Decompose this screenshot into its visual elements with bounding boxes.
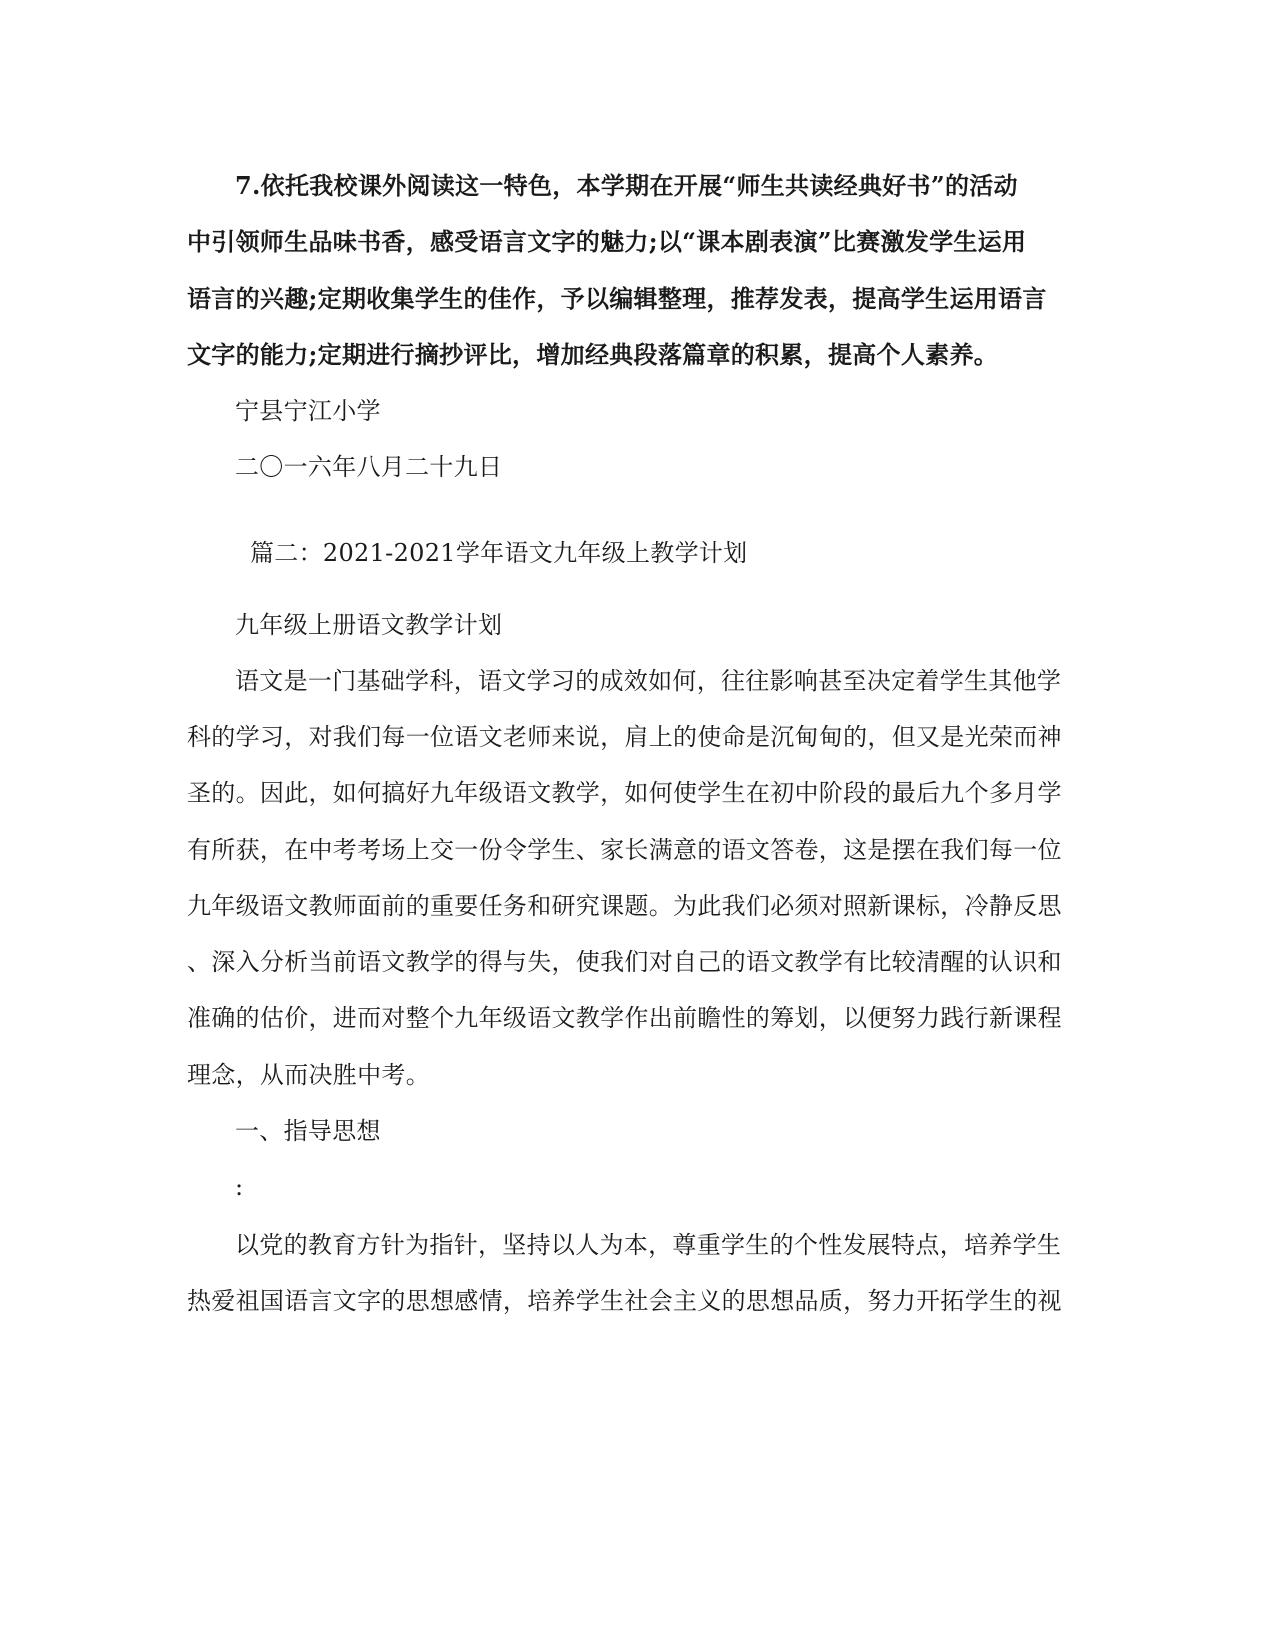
- guiding-line-2: 热爱祖国语言文字的思想感情，培养学生社会主义的思想品质，努力开拓学生的视: [187, 1287, 1062, 1315]
- intro-line-3: 圣的。因此，如何搞好九年级语文教学，如何使学生在初中阶段的最后九个多月学: [187, 779, 1062, 807]
- heading-guiding-thought: 一、指导思想: [235, 1117, 381, 1145]
- intro-line-4: 有所获，在中考考场上交一份令学生、家长满意的语文答卷，这是摆在我们每一位: [187, 836, 1062, 864]
- signature-date: 二〇一六年八月二十九日: [235, 453, 503, 481]
- signature-school: 宁县宁江小学: [235, 397, 381, 425]
- bold-paragraph-line-1: 7.依托我校课外阅读这一特色，本学期在开展“师生共读经典好书”的活动: [235, 171, 1018, 200]
- colon-line: :: [235, 1173, 244, 1201]
- doc-title: 九年级上册语文教学计划: [235, 611, 503, 639]
- intro-line-6: 、深入分析当前语文教学的得与失，使我们对自己的语文教学有比较清醒的认识和: [187, 948, 1062, 976]
- intro-line-7: 准确的估价，进而对整个九年级语文教学作出前瞻性的筹划，以便努力践行新课程: [187, 1004, 1062, 1032]
- bold-paragraph-line-3: 语言的兴趣;定期收集学生的佳作，予以编辑整理，推荐发表，提高学生运用语言: [187, 284, 1047, 313]
- intro-line-5: 九年级语文教师面前的重要任务和研究课题。为此我们必须对照新课标，冷静反思: [187, 892, 1062, 920]
- intro-line-1: 语文是一门基础学科，语文学习的成效如何，往往影响甚至决定着学生其他学: [235, 667, 1062, 695]
- bold-paragraph-line-2: 中引领师生品味书香，感受语言文字的魅力;以“课本剧表演”比赛激发学生运用: [187, 227, 1027, 256]
- intro-line-8: 理念，从而决胜中考。: [187, 1061, 430, 1089]
- intro-line-2: 科的学习，对我们每一位语文老师来说，肩上的使命是沉甸甸的，但又是光荣而神: [187, 723, 1062, 751]
- guiding-line-1: 以党的教育方针为指针，坚持以人为本，尊重学生的个性发展特点，培养学生: [235, 1231, 1062, 1259]
- section-title: 篇二：2021-2021学年语文九年级上教学计划: [250, 539, 748, 567]
- bold-paragraph-line-4: 文字的能力;定期进行摘抄评比，增加经典段落篇章的积累，提高个人素养。: [187, 340, 999, 369]
